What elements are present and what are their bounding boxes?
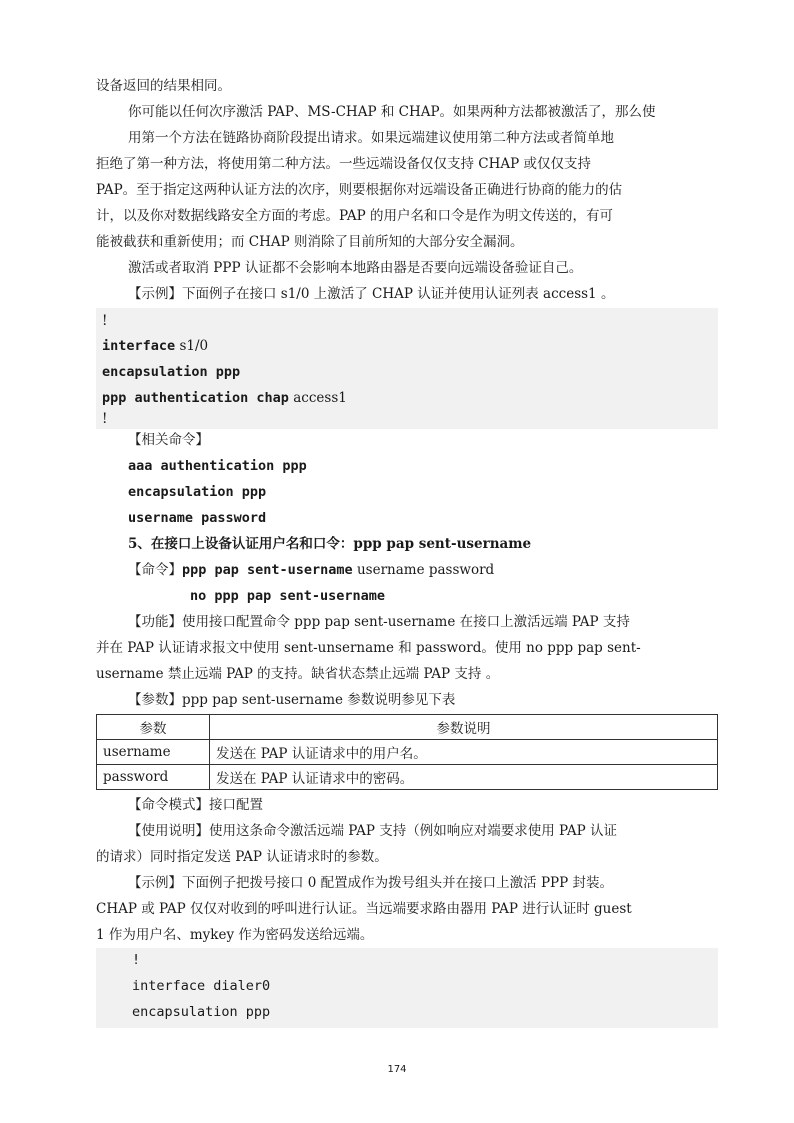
related-command: aaa authentication ppp [128, 458, 307, 474]
section-title: 5、在接口上设备认证用户名和口令：ppp pap sent-username [128, 536, 532, 552]
code-line: ! [102, 411, 108, 427]
table-row [97, 765, 718, 790]
paragraph-line: 1 作为用户名、mykey 作为密码发送给远端。 [96, 927, 374, 943]
paragraph-line: 的请求）同时指定发送 PAP 认证请求时的参数。 [96, 849, 388, 865]
table-cell: password [97, 765, 210, 790]
paragraph-line: 【使用说明】使用这条命令激活远端 PAP 支持（例如响应对端要求使用 PAP 认证 [128, 823, 618, 839]
paragraph-line: 能被截获和重新使用；而 CHAP 则消除了目前所知的大部分安全漏洞。 [96, 234, 524, 250]
code-block [96, 948, 718, 1028]
code-block [96, 308, 718, 429]
code-line [102, 338, 208, 354]
params-intro [128, 687, 455, 713]
mode-text: 接口配置 [209, 797, 263, 813]
paragraph-line: username 禁止远端 PAP 的支持。缺省状态禁止远端 PAP 支持 。 [96, 666, 500, 682]
paragraph-line: 并在 PAP 认证请求报文中使用 sent-unsername 和 password。使用 no ppp pap sent- [96, 640, 641, 656]
mode-label: 【命令模式】 [128, 797, 209, 813]
paragraph-line: 激活或者取消 PPP 认证都不会影响本地路由器是否要向远端设备验证自己。 [128, 260, 583, 276]
command-args: username password [352, 562, 495, 578]
code-arg: access1 [288, 390, 347, 406]
params-label: 【参数】 [128, 692, 182, 708]
code-keyword: ppp authentication chap [102, 390, 289, 406]
code-line: encapsulation ppp [132, 1004, 271, 1020]
command-mode [128, 792, 263, 818]
related-command: username password [128, 510, 267, 526]
command-keyword: ppp pap sent-username [182, 562, 353, 578]
paragraph-line: PAP。至于指定这两种认证方法的次序，则要根据你对远端设备正确进行协商的能力的估 [96, 182, 623, 198]
paragraph-line: 用第一个方法在链路协商阶段提出请求。如果远端建议使用第二种方法或者简单地 [128, 130, 614, 146]
table-cell: 发送在 PAP 认证请求中的用户名。 [210, 740, 718, 765]
code-line [102, 390, 347, 406]
table-cell: 发送在 PAP 认证请求中的密码。 [210, 765, 718, 790]
code-line: ! [132, 952, 141, 968]
paragraph-line: 设备返回的结果相同。 [96, 78, 231, 94]
paragraph-line: 【示例】下面例子把拨号接口 0 配置成作为拨号组头并在接口上激活 PPP 封装。 [128, 875, 614, 891]
table-header: 参数说明 [210, 715, 718, 740]
command-no-form: no ppp pap sent-username [190, 588, 386, 604]
table-cell: username [97, 740, 210, 765]
example-intro: 【示例】下面例子在接口 s1/0 上激活了 CHAP 认证并使用认证列表 access1 。 [128, 286, 615, 302]
command-label: 【命令】 [128, 562, 182, 578]
code-arg: s1/0 [175, 338, 209, 354]
page-number: 174 [387, 1064, 407, 1075]
table-row [97, 740, 718, 765]
table-header-row [97, 715, 718, 740]
related-command: encapsulation ppp [128, 484, 267, 500]
code-line: interface dialer0 [132, 978, 271, 994]
paragraph-line: 计，以及你对数据线路安全方面的考虑。PAP 的用户名和口令是作为明文传送的，有可 [96, 208, 613, 224]
paragraph-line: 拒绝了第一种方法，将使用第二种方法。一些远端设备仅仅支持 CHAP 或仅仅支持 [96, 156, 592, 172]
code-line: ! [102, 313, 108, 329]
table-header: 参数 [97, 715, 210, 740]
code-line: encapsulation ppp [102, 364, 241, 380]
params-text: ppp pap sent-username 参数说明参见下表 [182, 692, 456, 708]
parameter-table [96, 714, 718, 790]
code-keyword: interface [102, 338, 176, 354]
paragraph-line: 你可能以任何次序激活 PAP、MS-CHAP 和 CHAP。如果两种方法都被激活了，那么使 [128, 104, 656, 120]
related-title: 【相关命令】 [128, 432, 209, 448]
paragraph-line: 【功能】使用接口配置命令 ppp pap sent-username 在接口上激活远端 PAP 支持 [128, 614, 630, 630]
paragraph-line: CHAP 或 PAP 仅仅对收到的呼叫进行认证。当远端要求路由器用 PAP 进行认证时 guest [96, 901, 632, 917]
command-line [128, 557, 494, 583]
